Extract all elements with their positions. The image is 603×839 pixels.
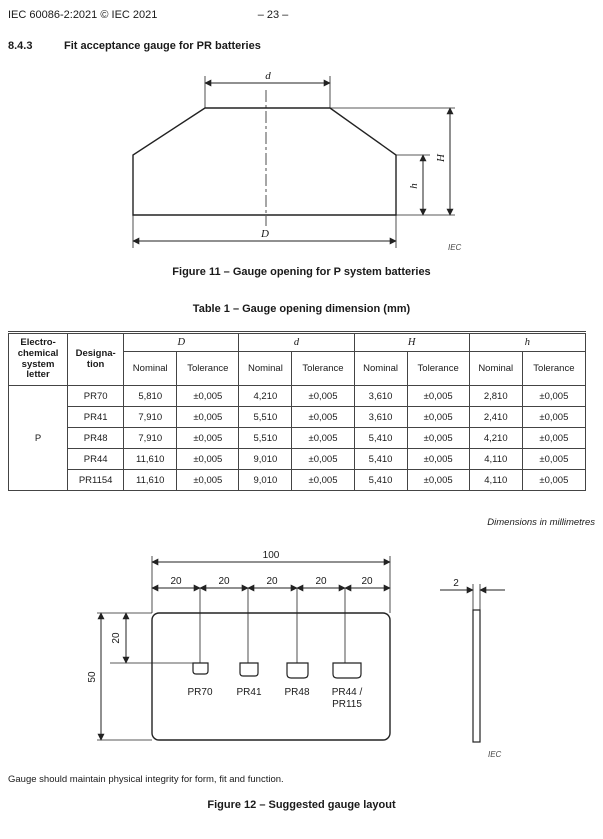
dim-label-D: D <box>261 228 269 240</box>
dim-label-h: h <box>408 183 420 189</box>
slot-label-pr48: PR48 <box>284 687 310 698</box>
gauge-side-view <box>473 610 480 742</box>
slot-label-pr115: PR115 <box>332 699 362 710</box>
iec-credit: IEC <box>488 750 502 759</box>
cell-system-letter: P <box>9 386 68 491</box>
slot-pr70 <box>193 663 208 674</box>
slot-pr41 <box>240 663 258 676</box>
header-tolerance: Tolerance <box>522 352 585 386</box>
cell-designation: PR1154 <box>68 470 124 491</box>
dim-label-20: 20 <box>315 576 327 587</box>
figure12-drawing <box>85 548 515 764</box>
cell-designation: PR70 <box>68 386 124 407</box>
dim-label-50: 50 <box>87 671 98 683</box>
dim-label-2: 2 <box>453 578 459 589</box>
table-row: PR44 11,610 ±0,005 9,010 ±0,005 5,410 ±0,005 4,110 ±0,005 <box>9 449 586 470</box>
dimensions-note: Dimensions in millimetres <box>487 517 595 528</box>
dim-label-100: 100 <box>262 550 280 561</box>
header-tolerance: Tolerance <box>292 352 354 386</box>
table-row: PR1154 11,610 ±0,005 9,010 ±0,005 5,410 ±0,005 4,110 ±0,005 <box>9 470 586 491</box>
dim-label-20: 20 <box>266 576 278 587</box>
dim-label-20: 20 <box>218 576 230 587</box>
slot-pr48 <box>287 663 308 678</box>
header-dim-h: h <box>469 333 585 352</box>
document-reference: IEC 60086-2:2021 © IEC 2021 <box>8 9 158 21</box>
slot-label-pr41: PR41 <box>236 687 262 698</box>
iec-credit: IEC <box>448 243 462 252</box>
header-tolerance: Tolerance <box>177 352 239 386</box>
dim-label-20: 20 <box>361 576 373 587</box>
gauge-integrity-note: Gauge should maintain physical integrity for form, fit and function. <box>8 774 284 785</box>
dim-label-H: H <box>435 154 447 162</box>
header-dim-H: H <box>354 333 469 352</box>
table1-gauge-dimensions <box>8 331 586 491</box>
cell-designation: PR41 <box>68 407 124 428</box>
slot-label-pr44: PR44 / <box>331 687 363 698</box>
header-dim-d: d <box>239 333 354 352</box>
header-nominal: Nominal <box>124 352 177 386</box>
dim-label-20: 20 <box>170 576 182 587</box>
slot-label-pr70: PR70 <box>187 687 213 698</box>
cell-designation: PR48 <box>68 428 124 449</box>
section-title: Fit acceptance gauge for PR batteries <box>64 40 261 52</box>
header-tolerance: Tolerance <box>407 352 469 386</box>
table-row: PR41 7,910 ±0,005 5,510 ±0,005 3,610 ±0,005 2,410 ±0,005 <box>9 407 586 428</box>
section-heading <box>8 40 261 52</box>
slot-pr44-pr115 <box>333 663 361 678</box>
figure12-caption: Figure 12 – Suggested gauge layout <box>207 799 396 811</box>
figure11-caption: Figure 11 – Gauge opening for P system batteries <box>172 266 431 278</box>
header-designation: Designa- tion <box>68 333 124 386</box>
header-nominal: Nominal <box>239 352 292 386</box>
cell-designation: PR44 <box>68 449 124 470</box>
section-number: 8.4.3 <box>8 40 33 52</box>
table1-title: Table 1 – Gauge opening dimension (mm) <box>192 303 411 315</box>
gauge-opening-outline <box>133 108 396 215</box>
header-system-letter: Electro- chemical system letter <box>9 333 68 386</box>
figure11-drawing <box>108 66 488 262</box>
page-number: – 23 – <box>257 9 289 21</box>
table-row: PR48 7,910 ±0,005 5,510 ±0,005 5,410 ±0,005 4,210 ±0,005 <box>9 428 586 449</box>
header-nominal: Nominal <box>469 352 522 386</box>
header-dim-D: D <box>124 333 239 352</box>
dim-label-d: d <box>265 70 271 82</box>
table-row: P PR70 5,810 ±0,005 4,210 ±0,005 3,610 ±0,005 2,810 ±0,005 <box>9 386 586 407</box>
dim-label-20-vertical: 20 <box>111 632 122 644</box>
header-nominal: Nominal <box>354 352 407 386</box>
